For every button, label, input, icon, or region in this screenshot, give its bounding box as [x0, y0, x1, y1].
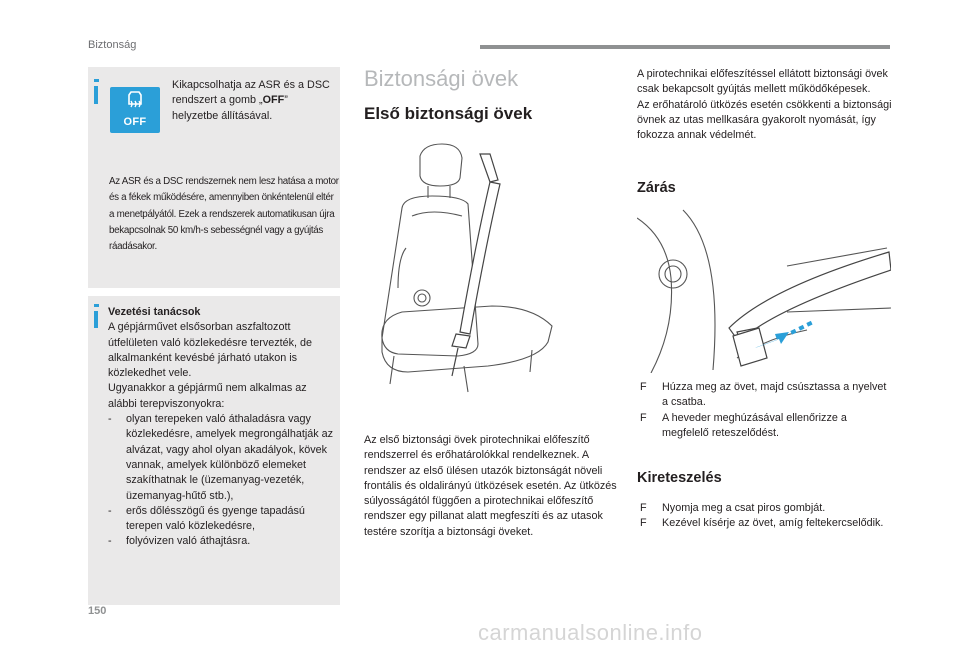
asr-off-instruction: Kikapcsolhatja az ASR és a DSC rendszert a gomb „OFF” helyzetbe állításával. — [172, 79, 330, 122]
watermark: carmanualsonline.info — [478, 620, 703, 645]
buckle-illustration — [637, 208, 891, 373]
list-item: F A heveder meghúzásával ellenőrizze a megfelelő reteszelődést. — [640, 411, 847, 439]
driving-advice-text — [108, 305, 338, 550]
seat-belt-illustration — [364, 138, 616, 400]
asr-note: Az ASR és a DSC rendszernek nem lesz hatása a motor és a fékek működésére, amennyiben önkéntelenül eltér a menetpályától. Ezek a rendszerek automatikusan újra bekapcsolnak 50 km/h-s sebességnél vagy a gyújtás ráadásakor. — [109, 176, 339, 253]
right-col-text — [637, 67, 892, 143]
page-number: 150 — [88, 605, 107, 617]
pyro-paragraph: A pirotechnikai előfeszítéssel ellátott biztonsági övek csak bekapcsolt gyújtás mellett működőképesek. — [637, 68, 888, 96]
off-button-icon — [110, 87, 160, 133]
unlocking-steps — [640, 501, 890, 532]
off-icon-label: OFF — [123, 116, 147, 128]
list-item: F Kezével kísérje az övet, amíg feltekercselődik. — [640, 517, 884, 530]
front-belts-description: Az első biztonsági övek pirotechnikai előfeszítő rendszerrel és erőhatárolókkal rendelkeznek. A rendszer az első ülésen utazók biztonságát növeli frontális és oldalirányú ütközések esetén. Az ütközés súlyosságától függően a pirotechnikai előfeszítő rendszer egy pillanat alatt megfeszíti és az utasok testére szorítja a biztonsági öveket. — [364, 434, 617, 538]
driving-advice-title: Vezetési tanácsok — [108, 306, 201, 318]
info-icon — [94, 311, 98, 328]
info-icon-dot — [94, 304, 99, 307]
list-item: - folyóvizen való áthajtásra. — [108, 535, 251, 548]
section-title: Biztonsági övek — [364, 66, 519, 91]
info-icon-dot — [94, 79, 99, 82]
header-title: Biztonság — [88, 39, 137, 51]
info-icon — [94, 86, 98, 104]
locking-title: Zárás — [637, 180, 676, 196]
driving-advice-intro: A gépjárművet elsősorban aszfaltozott útfelületen való közlekedésre tervezték, de alkalmanként kevésbé járható utakon is közlekedhet vele. — [108, 321, 313, 380]
driving-advice-intro2: Ugyanakkor a gépjármű nem alkalmas az alábbi terepviszonyokra: — [108, 382, 307, 410]
list-item: F Húzza meg az övet, majd csúsztassa a nyelvet a csatba. — [640, 381, 887, 409]
locking-steps — [640, 380, 890, 441]
limiter-paragraph: Az erőhatároló ütközés esetén csökkenti a biztonsági övnek az utas mellkasára gyakorolt nyomását, így fokozza annak védelmét. — [637, 98, 892, 142]
list-item: - olyan terepeken való áthaladásra vagy közlekedésre, amelyek megrongálhatják az alvázat, vagy ahol olyan akadályok, kövek vannak, amelyek különböző elemeket szakíthatnak le (üzemanyag-vezeték, üzemanyag-hűtő stb.), — [108, 413, 334, 502]
unlocking-title: Kireteszelés — [637, 470, 722, 486]
list-item: F Nyomja meg a csat piros gombját. — [640, 502, 826, 514]
header-divider — [480, 45, 890, 49]
list-item: - erős dőlésszögű és gyenge tapadású terepen való közlekedésre, — [108, 504, 305, 533]
section-subtitle: Első biztonsági övek — [364, 104, 533, 123]
